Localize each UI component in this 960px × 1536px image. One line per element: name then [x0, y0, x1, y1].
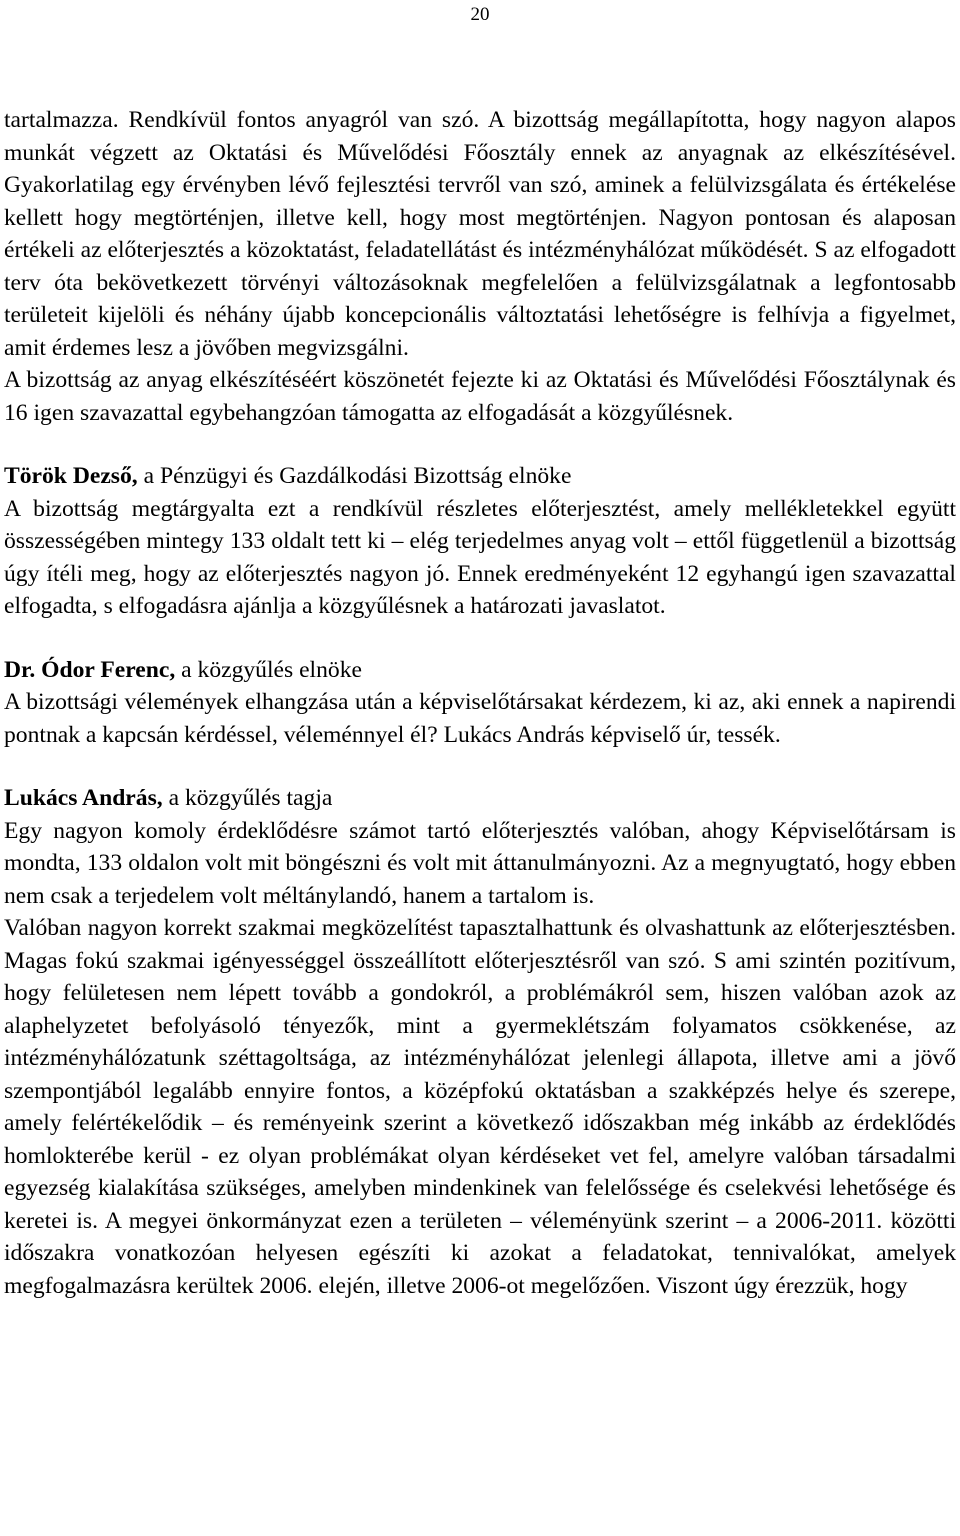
speaker-block-lukacs — [4, 782, 956, 1302]
speaker-heading — [4, 654, 956, 687]
paragraph: Valóban nagyon korrekt szakmai megközelítést tapasztalhattunk és olvashattunk az előterjesztésben. Magas fokú szakmai igényességgel összeállított előterjesztésről van szó. S ami szintén pozitívum, hogy felületesen nem lépett tovább a gondokról, a problémákról sem, hiszen valóban azok az alaphelyzetet befolyásoló tényezők, mint a gyermeklétszám folyamatos csökkenése, az intézményhálózatunk széttagoltsága, az intézményhálózat jelenlegi állapota, illetve ami a jövő szempontjából legalább ennyire fontos, a középfokú oktatásban a szakképzés helye és szerepe, amely felértékelődik – és reményeink szerint a következő időszakban még inkább az érdeklődés homlokterébe kerül - ez olyan problémákat olyan kérdéseket vet fel, amelyre valóban társadalmi egyezség kialakítása szükséges, amelyben mindenkinek van felelőssége és cselekvési lehetősége és keretei is. A megyei önkormányzat ezen a területen – véleményünk szerint – a 2006-2011. közötti időszakra vonatkozóan helyesen egészíti ki azokat a feladatokat, tennivalókat, amelyek megfogalmazásra kerültek 2006. elején, illetve 2006-ot megelőzően. Viszont úgy érezzük, hogy — [4, 915, 956, 1299]
page-number: 20 — [470, 4, 490, 25]
speaker-name: Dr. Ódor Ferenc, — [4, 656, 176, 683]
speaker-name: Lukács András, — [4, 785, 163, 811]
speaker-role: a Pénzügyi és Gazdálkodási Bizottság elnöke — [137, 463, 572, 489]
speaker-block-torok — [4, 460, 956, 623]
speaker-heading — [4, 460, 956, 493]
paragraph: Egy nagyon komoly érdeklődésre számot tartó előterjesztés valóban, ahogy Képviselőtársam is mondta, 133 oldalon volt mit böngészni és volt mit áttanulmányozni. Az a megnyugtató, hogy ebben nem csak a terjedelem volt méltánylandó, hanem a tartalom is. — [4, 817, 956, 909]
paragraph: A bizottság megtárgyalta ezt a rendkívül részletes előterjesztést, amely mellékletekkel együtt összességében mintegy 133 oldalt tett ki – elég terjedelmes anyag volt – ettől függetlenül a bizottság úgy ítéli meg, hogy az előterjesztés nagyon jó. Ennek eredményeként 12 egyhangú igen szavazattal elfogadta, s elfogadásra ajánlja a közgyűlésnek a határozati javaslatot. — [4, 495, 956, 619]
speaker-heading — [4, 782, 956, 815]
speaker-role: a közgyűlés elnöke — [175, 656, 362, 683]
paragraph: tartalmazza. Rendkívül fontos anyagról van szó. A bizottság megállapította, hogy nagyon alapos munkát végzett az Oktatási és Művelődési Főosztály ennek az anyagnak az elkészítésével. Gyakorlatilag egy érvényben lévő fejlesztési tervről van szó, aminek a felülvizsgálata és értékelése kellett hogy megtörténjen, illetve kell, hogy most megtörténjen. Nagyon pontosan és alaposan értékeli az előterjesztés a közoktatást, feladatellátást és intézményhálózat működését. S az elfogadott terv óta bekövetkezett törvényi változásoknak megfelelően a felülvizsgálatnak a legfontosabb területeit kijelöli és néhány újabb koncepcionális változtatási lehetőségre is felhívja a figyelmet, amit érdemes lesz a jövőben megvizsgálni. — [4, 107, 956, 361]
speaker-name: Török Dezső, — [4, 463, 138, 489]
paragraph: A bizottság az anyag elkészítéséért köszönetét fejezte ki az Oktatási és Művelődési Főosztálynak és 16 igen szavazattal egybehangzóan támogatta az elfogadását a közgyűlésnek. — [4, 367, 956, 426]
speaker-block-odor — [4, 654, 956, 752]
speaker-role: a közgyűlés tagja — [162, 785, 333, 811]
paragraph: A bizottsági vélemények elhangzása után a képviselőtársakat kérdezem, ki az, aki ennek a napirendi pontnak a kapcsán kérdéssel, véleménnyel él? Lukács András képviselő úr, tessék. — [4, 689, 956, 748]
document-body — [4, 104, 956, 1302]
committee-report-block — [4, 104, 956, 429]
